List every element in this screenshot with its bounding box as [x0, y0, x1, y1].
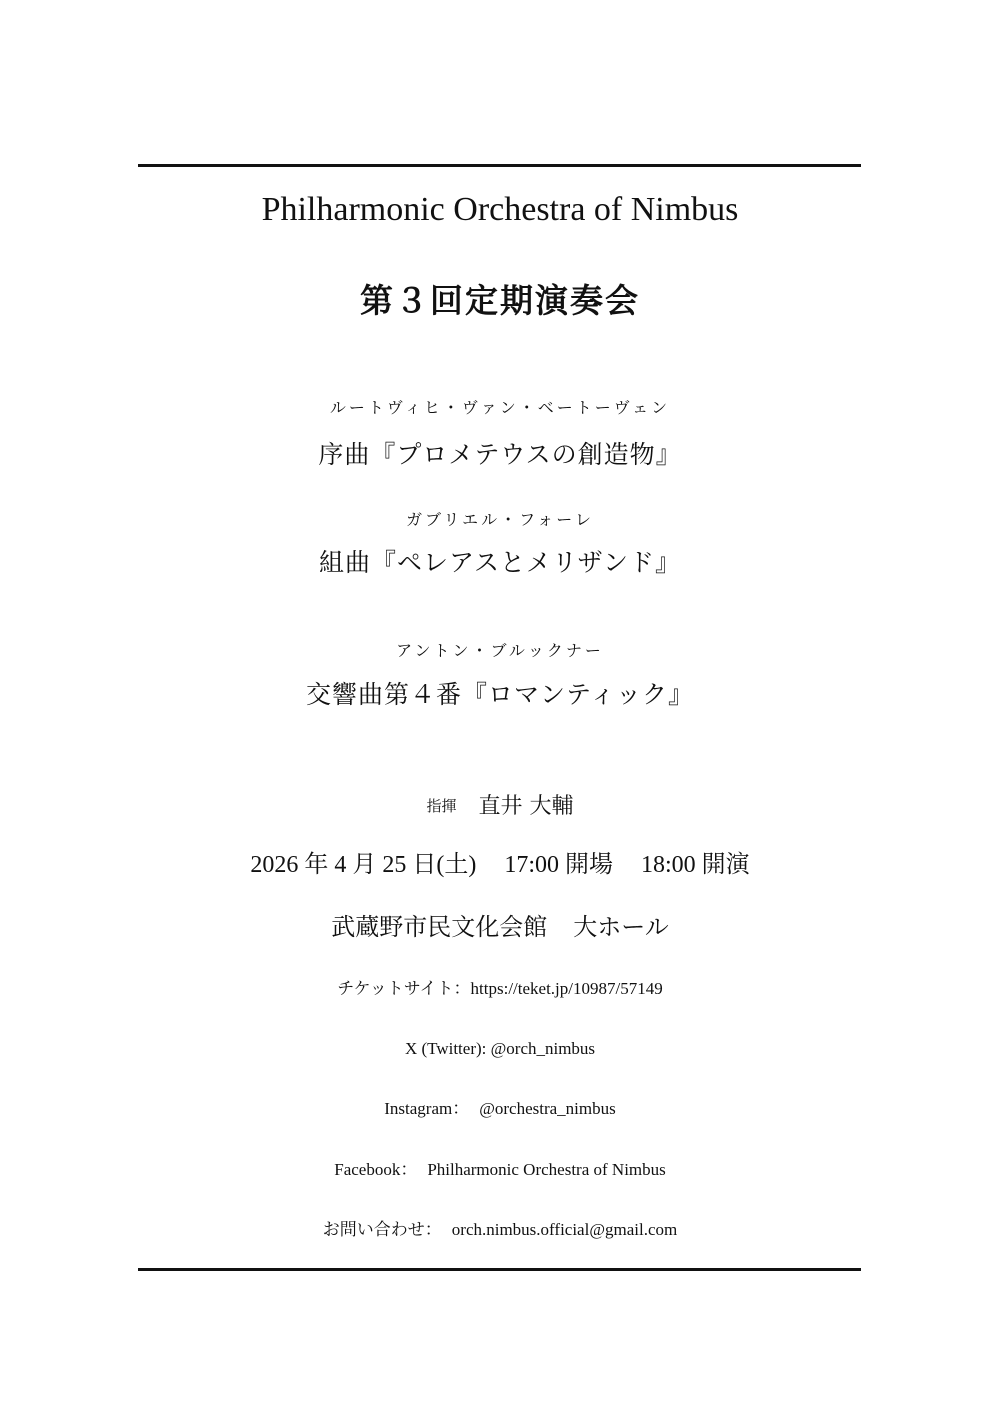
composer-beethoven: ルートヴィヒ・ヴァン・ベートーヴェン [329, 398, 671, 417]
start-time: 18:00 開演 [640, 852, 750, 878]
venue-room: 大ホール [573, 913, 669, 941]
instagram-label: Instagram： [384, 1099, 470, 1118]
top-divider [138, 164, 861, 167]
twitter-handle[interactable]: @orch_nimbus [490, 1039, 596, 1058]
ticket-info [0, 979, 1000, 999]
ticket-label: チケットサイト： [337, 979, 471, 998]
facebook-name[interactable]: Philharmonic Orchestra of Nimbus [427, 1160, 666, 1179]
work-romantic: 交響曲第４番『ロマンティック』 [305, 680, 694, 709]
venue-hall: 武蔵野市民文化会館 [331, 913, 548, 941]
conductor [0, 794, 1000, 820]
composer-faure: ガブリエル・フォーレ [406, 510, 594, 529]
venue [0, 913, 1000, 942]
work-prometheus: 序曲『プロメテウスの創造物』 [318, 440, 682, 469]
inquiry-label: お問い合わせ： [322, 1220, 442, 1239]
concert-datetime [0, 851, 1000, 880]
inquiry-info [0, 1220, 1000, 1240]
facebook-info [0, 1160, 1000, 1180]
conductor-role: 指揮 [426, 797, 457, 815]
ticket-url[interactable]: https://teket.jp/10987/57149 [470, 979, 663, 998]
instagram-handle[interactable]: @orchestra_nimbus [479, 1099, 616, 1118]
twitter-label: X (Twitter): [404, 1039, 487, 1058]
instagram-info [0, 1099, 1000, 1119]
twitter-info [0, 1039, 1000, 1059]
inquiry-email[interactable]: orch.nimbus.official@gmail.com [451, 1220, 678, 1239]
orchestra-name: Philharmonic Orchestra of Nimbus [261, 191, 739, 228]
bottom-divider [138, 1268, 861, 1271]
composer-bruckner: アントン・ブルックナー [396, 641, 604, 660]
concert-title: 第３回定期演奏会 [360, 281, 640, 320]
doors-open-time: 17:00 開場 [504, 852, 613, 878]
conductor-name: 直井 大輔 [478, 794, 574, 819]
facebook-label: Facebook： [334, 1160, 418, 1179]
work-pelleas: 組曲『ペレアスとメリザンド』 [318, 548, 681, 577]
concert-date: 2026 年 4 月 25 日(土) [250, 852, 477, 878]
